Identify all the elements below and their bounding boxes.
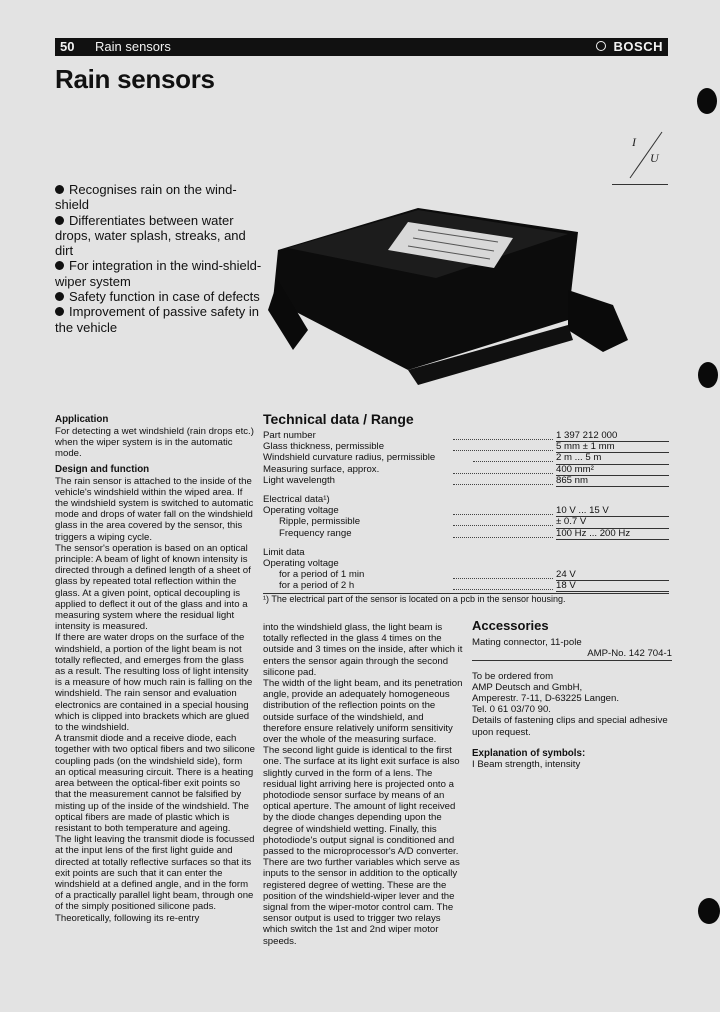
- design-paragraph: The sensor's operation is based on an optical principle: A beam of light of known intensity is directed through a defined length of a sheet of glass by repeated total reflection within the glass. At a given point, optical decoupling is applied to deflect it out of the glass and into a measuring system where the residual light intensity is measured.: [55, 542, 251, 633]
- tech-row: Ripple, permissible ± 0.7 V: [263, 516, 669, 527]
- symbols-text: I Beam strength, intensity: [472, 759, 581, 771]
- bullet-icon: [55, 216, 64, 225]
- section-title: Rain sensors: [95, 39, 171, 54]
- page-number: 50: [60, 39, 75, 54]
- left-column: [55, 414, 255, 924]
- feature-item: Safety function in case of defects: [55, 289, 265, 304]
- design-paragraph: There are two further variables which serve as inputs to the sensor in addition to the optically registered degree of wetting. These are the position of the windshield-wiper lever and the signal from the wiper-motor control cam. The sensor output is used to trigger two relays which switch the 1st and 2nd wiper motor speeds.: [263, 857, 460, 947]
- tech-row: Windshield curvature radius, permissible 2 m ... 5 m: [263, 452, 669, 463]
- header-bar: [55, 38, 668, 56]
- design-paragraph: The rain sensor is attached to the inside of the vehicle's windshield within the wiped area. If the windshield system is switched to automatic mode and drops of water fall on the windshield glass in the area covered by the sensor, this triggers a wiping cycle.: [55, 475, 254, 543]
- design-heading: Design and function: [55, 464, 150, 476]
- design-paragraph: A transmit diode and a receive diode, each together with two optical fibers and two silicone coupling pads (on the windshield side), form an optical measuring circuit. There is a heating area between the optical-fiber exit points so that the measurement cannot be falsified by misting up of the inside of the windshield. The optical fibers are made of plastic which is resistant to both temperature and ageing.: [55, 733, 255, 834]
- bullet-icon: [55, 185, 64, 194]
- limit-heading: Limit data: [263, 546, 305, 558]
- mating-connector: Mating connector, 11-pole: [472, 637, 582, 649]
- symbol-u: U: [650, 151, 659, 165]
- design-paragraph: The light leaving the transmit diode is focussed at the input lens of the first light guide and directed at totally reflective surfaces so that its exit points are such that it can enter the windshield at a defined angle, and in the form of a practically parallel light beam, through one of the simply positioned silicone pads. Theoretically, following its re-entry: [55, 834, 255, 924]
- tech-row: Measuring surface, approx. 400 mm²: [263, 464, 669, 475]
- feature-item: For integration in the wind-shield-wiper system: [55, 258, 262, 289]
- symbols-heading: Explanation of symbols:: [472, 747, 586, 759]
- technical-data: [263, 411, 669, 605]
- technical-heading: Technical data / Range: [263, 411, 414, 427]
- punch-hole: [697, 88, 717, 114]
- bullet-icon: [55, 292, 64, 301]
- design-paragraph: The second light guide is identical to the first one. The surface at its light exit surface is also slightly curved in the form of a lens. The residual light arriving here is projected onto a photodiode sensor surface by means of an optical aperture. The amount of light received by the diode changes depending upon the degree of windshield wetting. Finally, this photodiode's output signal is conditioned and passed to the microprocessor's A/D converter.: [263, 745, 460, 858]
- symbol-i: I: [632, 135, 636, 149]
- bullet-icon: [55, 307, 64, 316]
- design-paragraph: The width of the light beam, and its penetration angle, provide an adequately homogeneous distribution of the reflection points on the outside surface of the windshield, and therefore ensure relatively uniform sensitivity over the whole of the measuring surface.: [263, 678, 463, 746]
- application-text: For detecting a wet windshield (rain drops etc.) when the wiper system is in the automatic mode.: [55, 425, 254, 459]
- feature-item: Improvement of passive safety in the vehicle: [55, 304, 260, 335]
- tech-row: for a period of 2 h 18 V: [263, 580, 669, 591]
- middle-column: [263, 622, 463, 947]
- design-paragraph: If there are water drops on the surface of the windshield, a portion of the light beam is not totally reflected, and emerges from the glass as a result. The resulting loss of light intensity is a measure of how much rain is falling on the windshield. The rain sensor and evaluation electronics are contained in a special housing which is clipped into brackets which are glued to the windshield.: [55, 632, 253, 734]
- feature-list: [55, 182, 265, 335]
- application-heading: Application: [55, 414, 109, 425]
- tech-row: Part number 1 397 212 000: [263, 430, 669, 441]
- feature-item: Recognises rain on the wind-shield: [55, 182, 237, 213]
- punch-hole: [698, 362, 718, 388]
- limit-subheading: Operating voltage: [263, 557, 339, 569]
- tech-row: Glass thickness, permissible 5 mm ± 1 mm: [263, 441, 669, 452]
- accessories-heading: Accessories: [472, 618, 549, 633]
- order-line: Tel. 0 61 03/70 90.: [472, 704, 551, 716]
- brand-name: BOSCH: [613, 39, 663, 54]
- symbol-i-over-u: [610, 128, 670, 188]
- tech-row: Frequency range 100 Hz ... 200 Hz: [263, 528, 669, 539]
- order-line: To be ordered from: [472, 670, 554, 682]
- order-line: AMP Deutsch and GmbH,: [472, 681, 583, 693]
- order-line: Amperestr. 7-11, D-63225 Langen.: [472, 693, 620, 704]
- punch-hole: [698, 898, 720, 924]
- bosch-logo-icon: [596, 41, 606, 51]
- amp-number: AMP-No. 142 704-1: [472, 648, 672, 660]
- tech-row: Operating voltage 10 V ... 15 V: [263, 505, 669, 516]
- feature-item: Differentiates between water drops, water splash, streaks, and dirt: [55, 212, 246, 259]
- tech-row: for a period of 1 min 24 V: [263, 569, 669, 580]
- order-line: Details of fastening clips and special adhesive upon request.: [472, 715, 668, 738]
- design-paragraph: into the windshield glass, the light beam is totally reflected in the glass 4 times on the outside and 3 times on the inside, after which it enters the sensor again through the second silicone pad.: [263, 622, 463, 678]
- electrical-heading: Electrical data¹): [263, 493, 330, 505]
- bullet-icon: [55, 261, 64, 270]
- sensor-photo: [268, 180, 668, 395]
- accessories: [472, 620, 672, 770]
- page-title: Rain sensors: [55, 64, 215, 94]
- tech-row: Light wavelength 865 nm: [263, 475, 669, 486]
- footnote: ¹) The electrical part of the sensor is located on a pcb in the sensor housing.: [263, 593, 669, 605]
